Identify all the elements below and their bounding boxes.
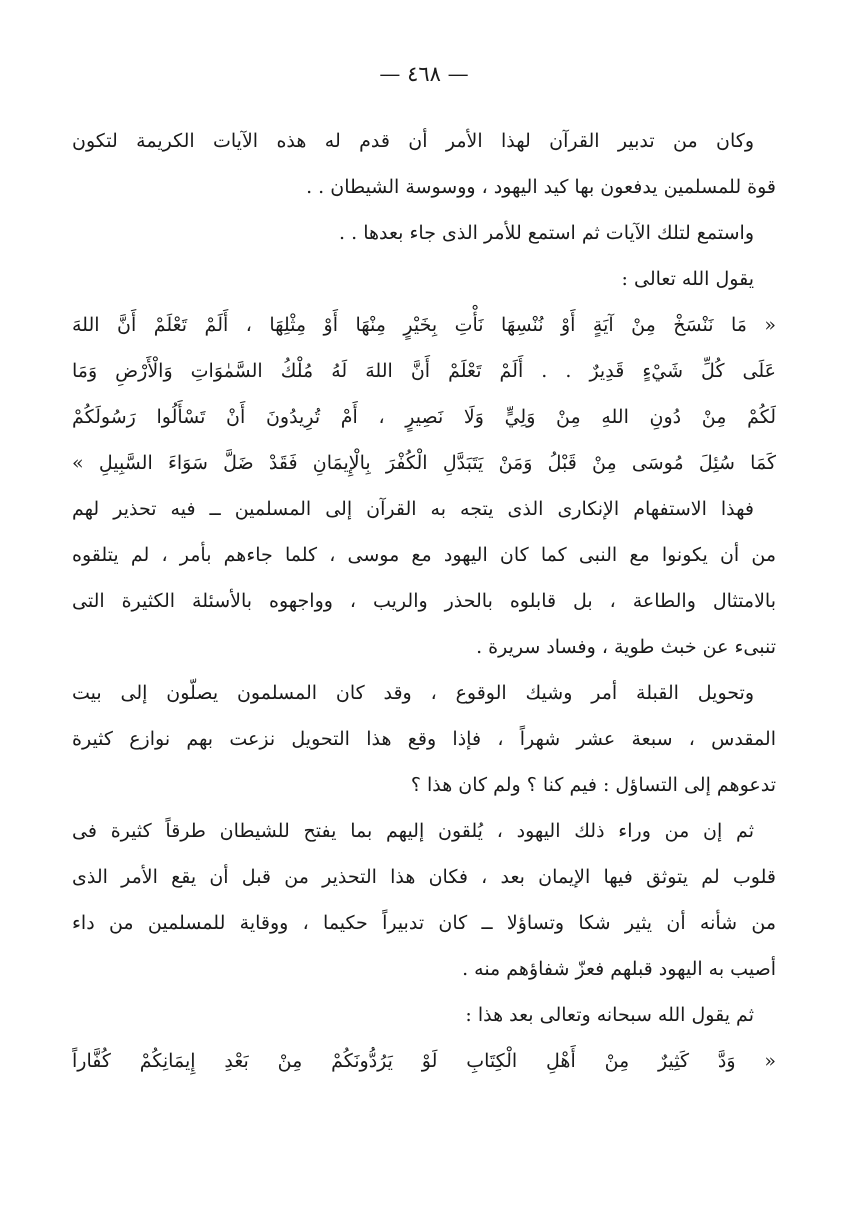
text-line: قلوب لم يتوثق فيها الإيمان بعد ، فكان هذا التحذير من قبل أن يقع الأمر الذى <box>72 866 776 888</box>
paragraph <box>72 486 776 670</box>
text-line: يقول الله تعالى : <box>621 268 754 290</box>
text-line: فهذا الاستفهام الإنكارى الذى يتجه به القرآن إلى المسلمين ــ فيه تحذير لهم <box>72 498 754 520</box>
paragraph <box>72 256 776 302</box>
text-line: لَكُمْ مِنْ دُونِ اللهِ مِنْ وَلِيٍّ وَلَا نَصِيرٍ ، أَمْ تُرِيدُونَ أَنْ تَسْأَلُوا رَسُولَكُمْ <box>72 406 776 428</box>
paragraph <box>72 118 776 210</box>
text-line: عَلَى كُلِّ شَيْءٍ قَدِيرٌ . . أَلَمْ تَعْلَمْ أَنَّ اللهَ لَهُ مُلْكُ السَّمٰوَاتِ وَالْأَرْضِ وَمَا <box>72 360 776 382</box>
text-line: أصيب به اليهود قبلهم فعزّ شفاؤهم منه . <box>462 958 776 980</box>
text-line: من شأنه أن يثير شكا وتساؤلا ــ كان تدبيراً حكيما ، ووقاية للمسلمين من داء <box>72 912 776 934</box>
text-line: ثم إن من وراء ذلك اليهود ، يُلقون إليهم بما يفتح للشيطان طرقاً كثيرة فى <box>72 820 754 842</box>
body-text <box>72 118 776 1084</box>
text-line: واستمع لتلك الآيات ثم استمع للأمر الذى جاء بعدها . . <box>339 222 754 244</box>
paragraph <box>72 808 776 992</box>
text-line: « مَا نَنْسَخْ مِنْ آيَةٍ أَوْ نُنْسِهَا نَأْتِ بِخَيْرٍ مِنْهَا أَوْ مِثْلِهَا ، أَلَمْ تَعْلَمْ أَنَّ اللهَ <box>72 314 776 336</box>
text-line: تدعوهم إلى التساؤل : فيم كنا ؟ ولم كان هذا ؟ <box>410 774 776 796</box>
quran-quote <box>72 302 776 486</box>
text-line: كَمَا سُئِلَ مُوسَى مِنْ قَبْلُ وَمَنْ يَتَبَدَّلِ الْكُفْرَ بِالْإِيمَانِ فَقَدْ ضَلَّ سَوَاءَ السَّبِيلِ » <box>72 452 776 474</box>
text-line: تنبىء عن خبث طوية ، وفساد سريرة . <box>476 636 776 658</box>
text-line: قوة للمسلمين يدفعون بها كيد اليهود ، ووسوسة الشيطان . . <box>306 176 776 198</box>
text-line: المقدس ، سبعة عشر شهراً ، فإذا وقع هذا التحويل نزعت بهم نوازع كثيرة <box>72 728 776 750</box>
text-line: وكان من تدبير القرآن لهذا الأمر أن قدم له هذه الآيات الكريمة لتكون <box>72 130 754 152</box>
page-number: — ٤٦٨ — <box>379 62 469 86</box>
paragraph <box>72 992 776 1038</box>
text-line: بالامتثال والطاعة ، بل قابلوه بالحذر والريب ، وواجهوه بالأسئلة الكثيرة التى <box>72 590 776 612</box>
text-line: « وَدَّ كَثِيرٌ مِنْ أَهْلِ الْكِتَابِ لَوْ يَرُدُّونَكُمْ مِنْ بَعْدِ إِيمَانِكُمْ كُفَّاراً <box>72 1050 776 1072</box>
text-line: وتحويل القبلة أمر وشيك الوقوع ، وقد كان المسلمون يصلّون إلى بيت <box>72 682 754 704</box>
paragraph <box>72 210 776 256</box>
text-line: من أن يكونوا مع النبى كما كان اليهود مع موسى ، كلما جاءهم بأمر ، لم يتلقوه <box>72 544 776 566</box>
text-line: ثم يقول الله سبحانه وتعالى بعد هذا : <box>465 1004 754 1026</box>
quran-quote <box>72 1038 776 1084</box>
paragraph <box>72 670 776 808</box>
